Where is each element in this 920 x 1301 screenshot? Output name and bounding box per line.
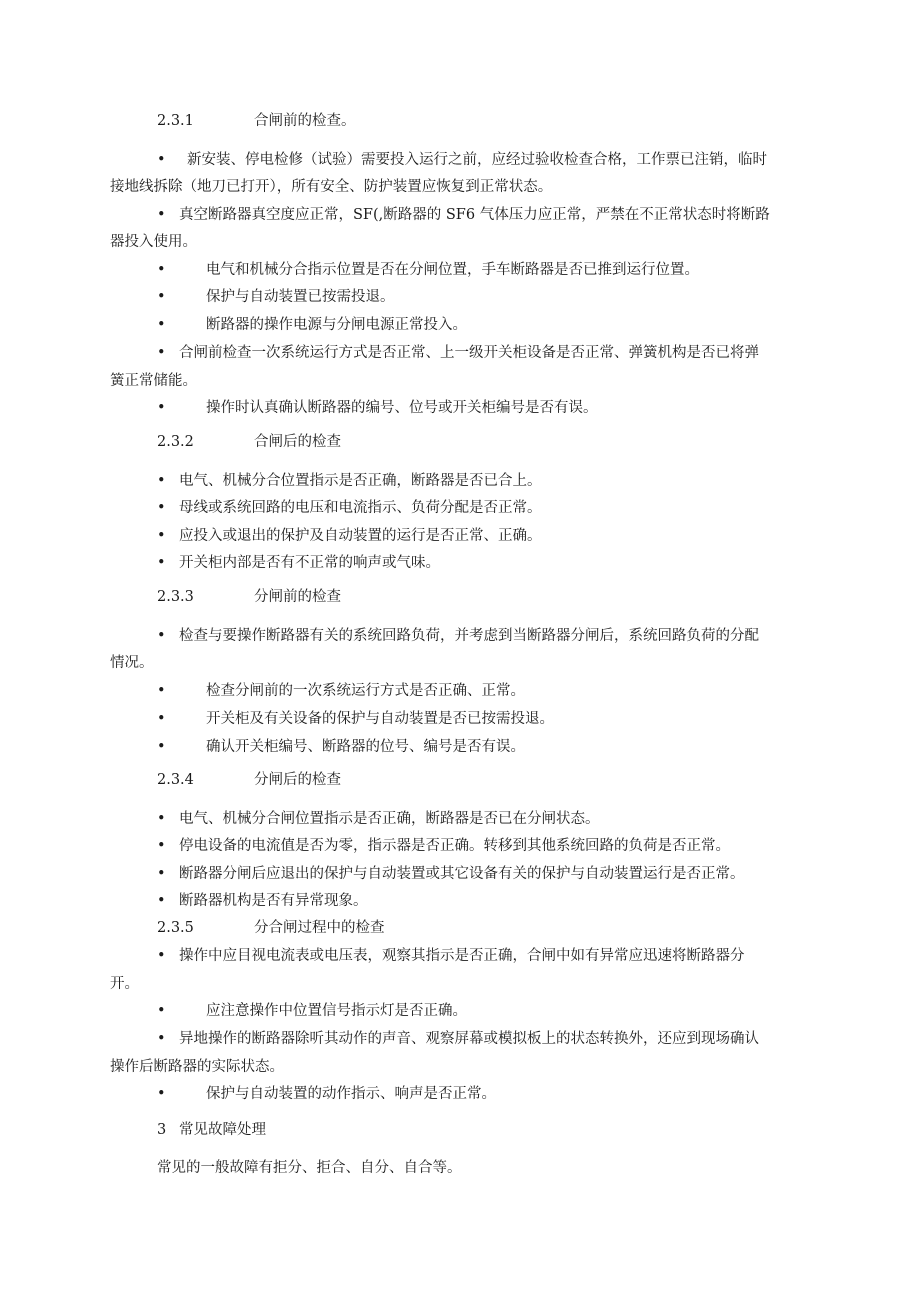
- item-text: 异地操作的断路器除听其动作的声音、观察屏幕或模拟板上的状态转换外，还应到现场确认: [179, 1031, 759, 1047]
- chapter-title: 常见故障处理: [179, 1122, 266, 1138]
- section-number: 2.3.4: [157, 772, 194, 788]
- item-text: 开关柜内部是否有不正常的响声或气味。: [179, 555, 440, 571]
- item-text: 操作后断路器的实际状态。: [110, 1059, 284, 1075]
- item-text: 操作中应目视电流表或电压表，观察其指示是否正确，合闸中如有异常应迅速将断路器分: [179, 948, 745, 964]
- chapter-number: 3: [157, 1122, 167, 1138]
- item-text: 断路器分闸后应退出的保护与自动装置或其它设备有关的保护与自动装置运行是否正常。: [179, 866, 745, 882]
- item-text: 接地线拆除（地刀已打开），所有安全、防护装置应恢复到正常状态。: [110, 179, 553, 195]
- item-text: 确认开关柜编号、断路器的位号、编号是否有误。: [206, 739, 525, 755]
- bullet-icon: •: [157, 207, 166, 223]
- bullet-icon: •: [157, 345, 166, 361]
- item-text: 断路器机构是否有异常现象。: [179, 893, 368, 909]
- item-text: 电气、机械分合位置指示是否正确，断路器是否已合上。: [179, 473, 542, 489]
- bullet-icon: •: [157, 866, 166, 882]
- bullet-icon: •: [157, 1086, 166, 1102]
- bullet-icon: •: [157, 400, 166, 416]
- bullet-icon: •: [157, 948, 166, 964]
- item-text: 合闸前检查一次系统运行方式是否正常、上一级开关柜设备是否正常、弹簧机构是否已将弹: [179, 345, 759, 361]
- item-text: 器投入使用。: [110, 234, 197, 250]
- section-title: 合闸前的检查。: [254, 113, 356, 129]
- section-number: 2.3.5: [157, 920, 194, 936]
- item-text: 应注意操作中位置信号指示灯是否正确。: [206, 1003, 467, 1019]
- item-text: 情况。: [110, 655, 154, 671]
- item-text: 断路器的操作电源与分闸电源正常投入。: [206, 317, 467, 333]
- item-text: 保护与自动装置已按需投退。: [206, 289, 395, 305]
- bullet-icon: •: [157, 683, 166, 699]
- item-text: 停电设备的电流值是否为零，指示器是否正确。转移到其他系统回路的负荷是否正常。: [179, 838, 730, 854]
- section-title: 分闸后的检查: [254, 772, 341, 788]
- section-title: 分闸前的检查: [254, 589, 341, 605]
- section-number: 2.3.2: [157, 434, 194, 450]
- item-text: 操作时认真确认断路器的编号、位号或开关柜编号是否有误。: [206, 400, 598, 416]
- bullet-icon: •: [157, 317, 166, 333]
- item-text: 应投入或退出的保护及自动装置的运行是否正常、正确。: [179, 528, 542, 544]
- item-text: 新安装、停电检修（试验）需要投入运行之前，应经过验收检查合格，工作票已注销，临时: [187, 152, 767, 168]
- bullet-icon: •: [157, 555, 166, 571]
- bullet-icon: •: [157, 711, 166, 727]
- item-text: 母线或系统回路的电压和电流指示、负荷分配是否正常。: [179, 500, 542, 516]
- item-text: 检查分闸前的一次系统运行方式是否正确、正常。: [206, 683, 525, 699]
- bullet-icon: •: [157, 528, 166, 544]
- bullet-icon: •: [157, 628, 166, 644]
- bullet-icon: •: [157, 473, 166, 489]
- section-title: 合闸后的检查: [254, 434, 341, 450]
- bullet-icon: •: [157, 152, 166, 168]
- section-title: 分合闸过程中的检查: [254, 920, 385, 936]
- bullet-icon: •: [157, 1031, 166, 1047]
- bullet-icon: •: [157, 500, 166, 516]
- item-text: 电气和机械分合指示位置是否在分闸位置，手车断路器是否已推到运行位置。: [206, 262, 699, 278]
- item-text: 开。: [110, 976, 139, 992]
- item-text: 真空断路器真空度应正常，SF(,断路器的 SF6 气体压力应正常，严禁在不正常状态时将断路: [179, 207, 770, 223]
- bullet-icon: •: [157, 262, 166, 278]
- item-text: 电气、机械分合闸位置指示是否正确，断路器是否已在分闸状态。: [179, 811, 600, 827]
- bullet-icon: •: [157, 289, 166, 305]
- item-text: 保护与自动装置的动作指示、响声是否正常。: [206, 1086, 496, 1102]
- item-text: 簧正常储能。: [110, 373, 197, 389]
- bullet-icon: •: [157, 893, 166, 909]
- bullet-icon: •: [157, 838, 166, 854]
- paragraph-text: 常见的一般故障有拒分、拒合、自分、自合等。: [157, 1160, 462, 1176]
- item-text: 开关柜及有关设备的保护与自动装置是否已按需投退。: [206, 711, 554, 727]
- section-number: 2.3.3: [157, 589, 194, 605]
- bullet-icon: •: [157, 811, 166, 827]
- item-text: 检查与要操作断路器有关的系统回路负荷，并考虑到当断路器分闸后，系统回路负荷的分配: [179, 628, 759, 644]
- section-number: 2.3.1: [157, 113, 194, 129]
- bullet-icon: •: [157, 739, 166, 755]
- bullet-icon: •: [157, 1003, 166, 1019]
